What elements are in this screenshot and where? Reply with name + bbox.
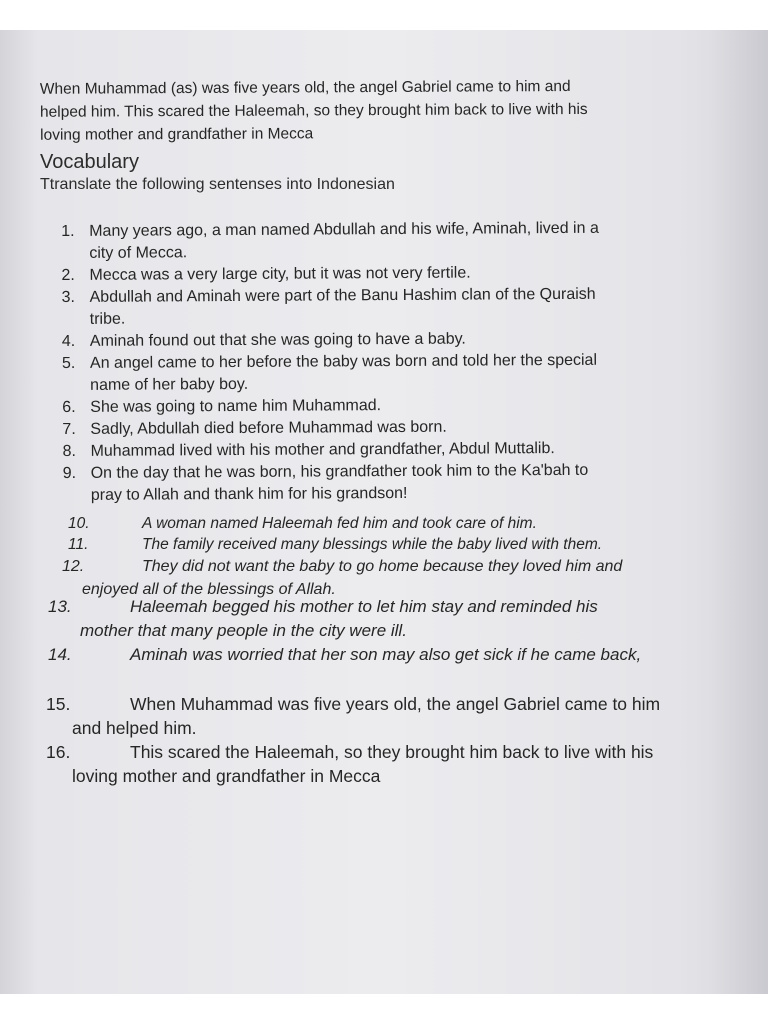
item-number: 1.: [61, 222, 75, 241]
item-line: Muhammad lived with his mother and grandfather, Abdul Muttalib.: [90, 440, 555, 460]
item-line: Sadly, Abdullah died before Muhammad was born.: [90, 418, 447, 438]
vocabulary-heading: Vocabulary: [40, 151, 139, 173]
item-line: loving mother and grandfather in Mecca: [72, 766, 381, 786]
item-line: tribe.: [89, 310, 126, 328]
paper-page: [0, 30, 768, 994]
list-item: [62, 534, 732, 555]
instruction-text: Ttranslate the following sentenses into Indonesian: [40, 176, 395, 193]
item-number: 8.: [62, 442, 76, 461]
list-item: [46, 740, 756, 788]
intro-line: When Muhammad (as) was five years old, the angel Gabriel came to him and: [39, 78, 571, 98]
item-line: The family received many blessings while the baby lived with them.: [142, 536, 603, 553]
item-line: pray to Allah and thank him for his grandson!: [90, 484, 408, 504]
bottom-margin: [0, 994, 768, 1024]
intro-line: loving mother and grandfather in Mecca: [40, 125, 314, 144]
sentence-list-part-3: [48, 595, 748, 667]
list-item: [48, 643, 748, 667]
item-number: 7.: [62, 420, 76, 439]
item-number: 16.: [46, 742, 71, 762]
item-number: 3.: [61, 288, 75, 307]
list-item: [62, 349, 732, 397]
item-number: 4.: [61, 332, 76, 351]
item-number: 13.: [48, 597, 72, 616]
item-line: Abdullah and Aminah were part of the Banu Hashim clan of the Quraish: [89, 285, 596, 306]
item-line: Aminah found out that she was going to have a baby.: [89, 330, 466, 350]
item-number: 11.: [68, 536, 89, 553]
item-number: 2.: [61, 266, 75, 285]
item-line: enjoyed all of the blessings of Allah.: [82, 581, 336, 598]
intro-line: helped him. This scared the Haleemah, so they brought him back to live with his: [39, 100, 588, 121]
list-item: [63, 459, 733, 507]
sentence-list-part-1: [61, 217, 733, 507]
item-line: Haleemah begged his mother to let him stay and reminded his: [130, 597, 598, 616]
item-line: This scared the Haleemah, so they brought him back to live with his: [130, 742, 654, 762]
list-item: [48, 595, 748, 643]
item-line: mother that many people in the city were ill.: [80, 621, 407, 640]
item-number: 14.: [48, 645, 72, 664]
list-item: [62, 513, 732, 534]
item-line: Many years ago, a man named Abdullah and his wife, Aminah, lived in a: [89, 219, 599, 240]
item-number: 5.: [61, 354, 76, 373]
item-line: On the day that he was born, his grandfather took him to the Ka'bah to: [90, 461, 589, 482]
item-line: Mecca was a very large city, but it was not very fertile.: [89, 264, 471, 284]
document-content: [0, 30, 768, 994]
item-number: 6.: [62, 398, 76, 417]
intro-paragraph: [40, 74, 720, 147]
item-line: name of her baby boy.: [90, 375, 249, 394]
list-item: [62, 283, 732, 331]
item-number: 9.: [62, 464, 77, 483]
item-line: An angel came to her before the baby was born and told her the special: [89, 351, 598, 372]
item-line: A woman named Haleemah fed him and took care of him.: [142, 515, 537, 532]
item-number: 12.: [62, 558, 85, 575]
item-line: Aminah was worried that her son may also get sick if he came back,: [130, 645, 642, 664]
item-line: city of Mecca.: [89, 244, 188, 262]
item-number: 10.: [68, 515, 90, 532]
item-line: and helped him.: [72, 718, 197, 738]
item-line: When Muhammad was five years old, the angel Gabriel came to him: [130, 694, 661, 714]
item-number: 15.: [46, 694, 71, 714]
sentence-list-part-2: [62, 513, 732, 601]
sentence-list-part-4: [46, 692, 756, 788]
item-line: They did not want the baby to go home because they loved him and: [142, 558, 623, 575]
item-line: She was going to name him Muhammad.: [90, 397, 382, 416]
list-item: [61, 217, 731, 265]
list-item: [46, 692, 756, 740]
